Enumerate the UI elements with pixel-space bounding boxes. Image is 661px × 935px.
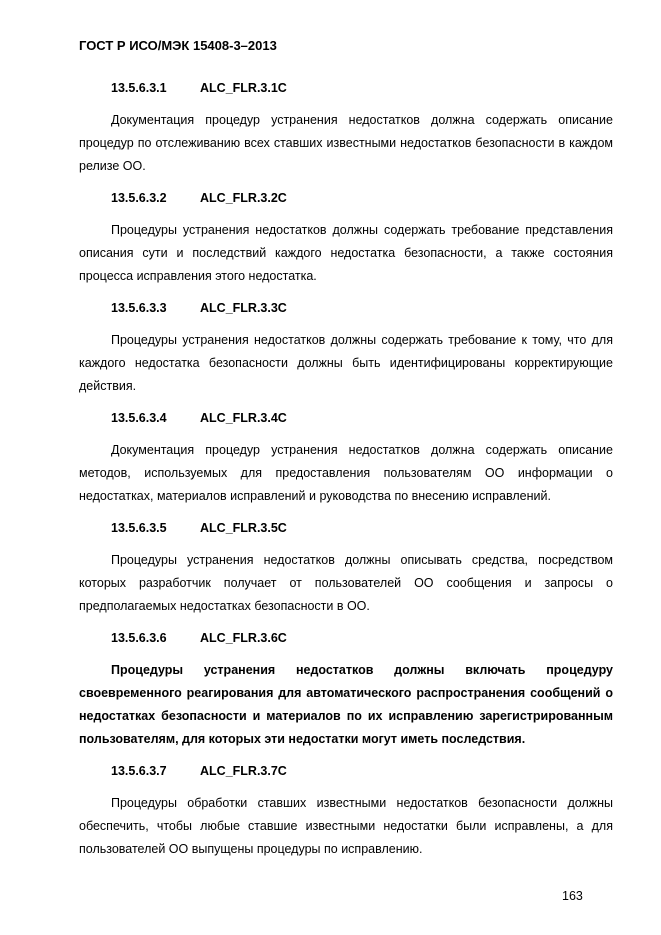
section-13-5-6-3-6 — [79, 630, 613, 751]
section-heading — [79, 300, 613, 317]
section-paragraph-emphasized: Процедуры устранения недостатков должны включать процедуру своевременного реагирования для автоматического распространения сообщений о недостатках безопасности и материалов по их исправлению зарегистрированным пользователям, для которых эти недостатки могут иметь последствия. — [79, 663, 613, 746]
section-paragraph: Процедуры устранения недостатков должны содержать требование к тому, что для каждого недостатка безопасности должны быть идентифицированы корректирующие действия. — [79, 333, 613, 393]
section-13-5-6-3-2 — [79, 190, 613, 288]
section-heading — [79, 80, 613, 97]
section-heading — [79, 520, 613, 537]
section-number: 13.5.6.3.1 — [111, 81, 167, 95]
section-number: 13.5.6.3.3 — [111, 301, 167, 315]
section-paragraph: Процедуры обработки ставших известными недостатков безопасности должны обеспечить, чтобы любые ставшие известными недостатки были исправлены, а для пользователей ОО выпущены процедуры по исправлению. — [79, 796, 613, 856]
document-body — [79, 80, 613, 873]
section-paragraph: Процедуры устранения недостатков должны содержать требование представления описания сути и последствий каждого недостатка безопасности, а также состояния процесса исправления этого недостатка. — [79, 223, 613, 283]
section-code: ALC_FLR.3.1C — [200, 81, 287, 95]
section-number: 13.5.6.3.5 — [111, 521, 167, 535]
section-number: 13.5.6.3.6 — [111, 631, 167, 645]
section-code: ALC_FLR.3.7C — [200, 764, 287, 778]
section-heading — [79, 410, 613, 427]
section-number: 13.5.6.3.2 — [111, 191, 167, 205]
section-13-5-6-3-1 — [79, 80, 613, 178]
section-code: ALC_FLR.3.3C — [200, 301, 287, 315]
section-paragraph: Документация процедур устранения недостатков должна содержать описание методов, используемых для предоставления пользователям ОО информации о недостатках, материалов исправлений и руководства по внесению исправлений. — [79, 443, 613, 503]
document-header: ГОСТ Р ИСО/МЭК 15408-3–2013 — [79, 38, 277, 53]
section-code: ALC_FLR.3.2C — [200, 191, 287, 205]
section-13-5-6-3-4 — [79, 410, 613, 508]
section-13-5-6-3-5 — [79, 520, 613, 618]
section-number: 13.5.6.3.4 — [111, 411, 167, 425]
section-heading — [79, 190, 613, 207]
page-number: 163 — [562, 889, 583, 903]
section-heading — [79, 763, 613, 780]
section-13-5-6-3-3 — [79, 300, 613, 398]
section-code: ALC_FLR.3.6C — [200, 631, 287, 645]
section-paragraph: Процедуры устранения недостатков должны описывать средства, посредством которых разработчик получает от пользователей ОО сообщения и запросы о предполагаемых недостатках безопасности в ОО. — [79, 553, 613, 613]
section-13-5-6-3-7 — [79, 763, 613, 861]
section-code: ALC_FLR.3.4C — [200, 411, 287, 425]
section-heading — [79, 630, 613, 647]
section-number: 13.5.6.3.7 — [111, 764, 167, 778]
section-paragraph: Документация процедур устранения недостатков должна содержать описание процедур по отслеживанию всех ставших известными недостатков безопасности в каждом релизе ОО. — [79, 113, 613, 173]
section-code: ALC_FLR.3.5C — [200, 521, 287, 535]
